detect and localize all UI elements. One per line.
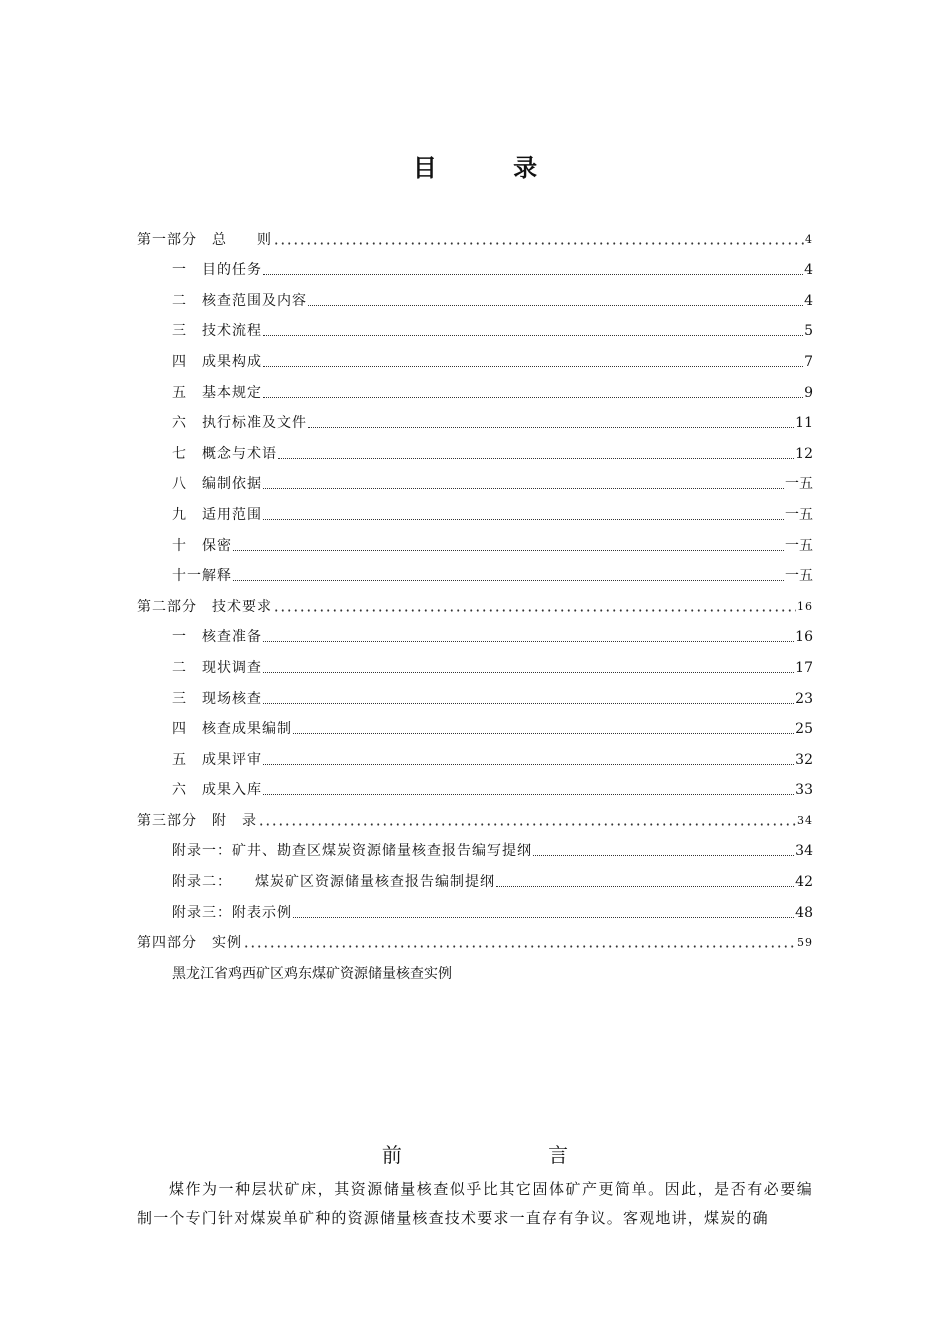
toc-section-entry[interactable] (137, 524, 813, 555)
toc-section-entry[interactable] (137, 555, 813, 586)
toc-entry-label: 附录三：附表示例 (172, 904, 292, 921)
dot-leader (278, 456, 794, 459)
toc-page-number: 16 (797, 599, 813, 613)
toc-page-number: 59 (797, 936, 813, 950)
dot-leader (308, 303, 803, 306)
toc-section-entry[interactable] (137, 646, 813, 677)
dot-leader (233, 548, 784, 551)
toc-section-entry[interactable] (137, 249, 813, 280)
toc-page-number: 11 (795, 415, 813, 432)
toc-section-entry[interactable] (137, 708, 813, 739)
toc-entry-label: 六 执行标准及文件 (172, 415, 307, 432)
toc-section-entry[interactable] (137, 402, 813, 433)
toc-page-number: 一五 (785, 476, 813, 493)
toc-page-number: 4 (805, 232, 813, 246)
toc-part-entry[interactable] (137, 922, 813, 953)
toc-entry-label: 五 成果评审 (172, 751, 262, 768)
toc-entry-label: 五 基本规定 (172, 384, 262, 401)
toc-entry-label: 第二部分 技术要求 (137, 598, 272, 615)
toc-entry-label: 第三部分 附 录 (137, 812, 257, 829)
dot-leader (263, 792, 794, 795)
dot-leader (263, 670, 794, 673)
toc-page-number: 34 (797, 813, 813, 827)
toc-entry-label: 七 概念与术语 (172, 445, 277, 462)
dot-leader (263, 486, 784, 489)
toc-page-number: 17 (795, 659, 813, 676)
toc-section-entry[interactable] (137, 493, 813, 524)
toc-section-entry[interactable] (137, 830, 813, 861)
toc-page-number: 一五 (785, 537, 813, 554)
toc-section-entry[interactable] (137, 738, 813, 769)
toc-example-line[interactable]: 黑龙江省鸡西矿区鸡东煤矿资源储量核查实例 (172, 965, 452, 982)
toc-page-number: 42 (795, 874, 813, 891)
dot-leader (293, 731, 794, 734)
dot-leader (233, 578, 784, 581)
toc-page-number: 一五 (785, 568, 813, 585)
dot-leader (263, 762, 794, 765)
toc-entry-label: 第四部分 实例 (137, 935, 242, 952)
dot-leader (263, 395, 803, 398)
dot-leader (533, 853, 794, 856)
dot-leader (263, 701, 794, 704)
toc-entry-label: 八 编制依据 (172, 476, 262, 493)
toc-page-number: 7 (804, 353, 813, 370)
toc-section-entry[interactable] (137, 279, 813, 310)
toc-section-entry[interactable] (137, 616, 813, 647)
toc-entry-label: 四 成果构成 (172, 353, 262, 370)
toc-section-entry[interactable] (137, 677, 813, 708)
dot-leader (308, 425, 794, 428)
toc-entry-label: 附录一：矿井、勘查区煤炭资源储量核查报告编写提纲 (172, 843, 532, 860)
toc-entry-label: 三 技术流程 (172, 323, 262, 340)
toc-part-entry[interactable] (137, 799, 813, 830)
toc-entry-label: 三 现场核查 (172, 690, 262, 707)
toc-section-entry[interactable] (137, 310, 813, 341)
preface-title: 前 言 (381, 1143, 639, 1167)
dot-leader (293, 915, 794, 918)
preface-body (137, 1175, 813, 1233)
toc-entry-label: 九 适用范围 (172, 506, 262, 523)
toc-entry-label: 二 核查范围及内容 (172, 292, 307, 309)
toc-section-entry[interactable] (137, 769, 813, 800)
dot-leader (273, 609, 796, 612)
toc-section-entry[interactable] (137, 340, 813, 371)
toc-part-entry[interactable] (137, 585, 813, 616)
toc-page-number: 34 (795, 843, 813, 860)
toc-entry-label: 一 核查准备 (172, 629, 262, 646)
toc-entry-label: 附录二： 煤炭矿区资源储量核查报告编制提纲 (172, 874, 495, 891)
toc-page-number: 32 (795, 751, 813, 768)
toc-page-number: 16 (795, 629, 813, 646)
toc-entry-label: 六 成果入库 (172, 782, 262, 799)
toc-section-entry[interactable] (137, 371, 813, 402)
toc-section-entry[interactable] (137, 891, 813, 922)
toc-entry-label: 十一解释 (172, 568, 232, 585)
toc-page-number: 23 (795, 690, 813, 707)
toc-page-number: 48 (795, 904, 813, 921)
dot-leader (263, 639, 794, 642)
toc-page-number: 4 (804, 292, 813, 309)
toc-section-entry[interactable] (137, 432, 813, 463)
toc-entry-label: 四 核查成果编制 (172, 721, 292, 738)
toc-entry-label: 十 保密 (172, 537, 232, 554)
preface-paragraph: 煤作为一种层状矿床，其资源储量核查似乎比其它固体矿产更简单。因此，是否有必要编制一个专门针对煤炭单矿种的资源储量核查技术要求一直存有争议。客观地讲，煤炭的确 (137, 1180, 813, 1227)
dot-leader (263, 517, 784, 520)
toc-entry-label: 一 目的任务 (172, 262, 262, 279)
dot-leader (273, 242, 804, 245)
dot-leader (496, 884, 794, 887)
toc-entry-label: 第一部分 总 则 (137, 231, 272, 248)
toc-part-entry[interactable] (137, 218, 813, 249)
toc-title: 目 录 (412, 153, 572, 182)
dot-leader (263, 364, 803, 367)
dot-leader (243, 945, 796, 948)
toc-page-number: 33 (795, 782, 813, 799)
dot-leader (263, 272, 803, 275)
table-of-contents (137, 218, 813, 983)
toc-page-number: 9 (804, 384, 813, 401)
toc-page-number: 12 (795, 445, 813, 462)
dot-leader (263, 333, 803, 336)
toc-section-entry[interactable] (137, 860, 813, 891)
toc-page-number: 25 (795, 721, 813, 738)
toc-entry-label: 二 现状调查 (172, 659, 262, 676)
toc-page-number: 5 (804, 323, 813, 340)
toc-page-number: 一五 (785, 506, 813, 523)
dot-leader (258, 823, 796, 826)
toc-section-entry[interactable] (137, 463, 813, 494)
toc-page-number: 4 (804, 262, 813, 279)
